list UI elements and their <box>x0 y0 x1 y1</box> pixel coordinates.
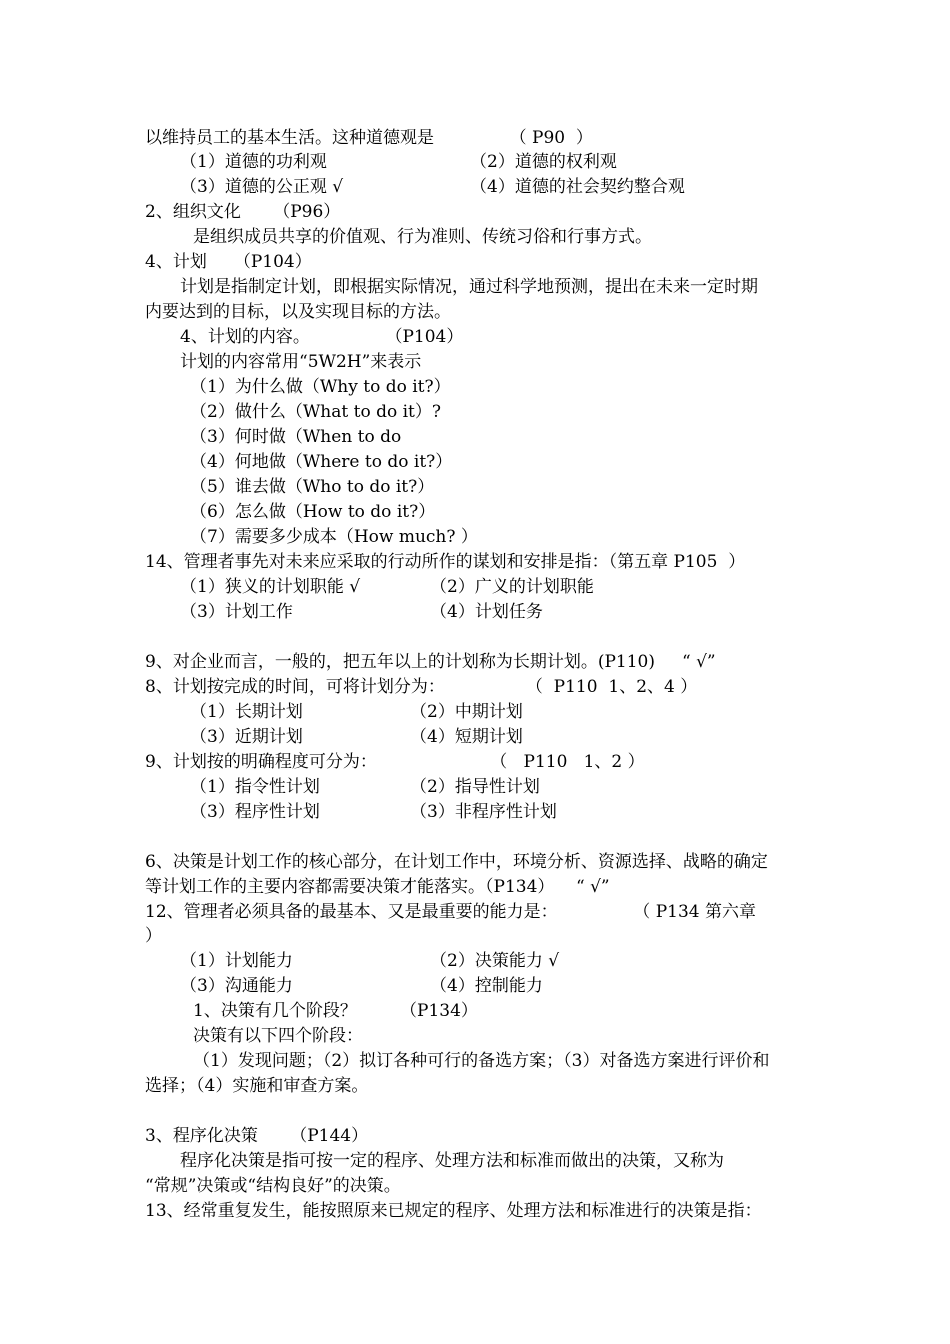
text-line: 以维持员工的基本生活。这种道德观是 （ P90 ） <box>145 128 593 148</box>
option-1: （1）计划能力 <box>180 951 293 971</box>
section-heading: 1、决策有几个阶段？ （P134） <box>193 1001 478 1021</box>
option-4: （4）道德的社会契约整合观 <box>470 177 685 197</box>
list-item: （1）为什么做（Why to do it?） <box>190 377 451 397</box>
text-line: 程序化决策是指可按一定的程序、处理方法和标准而做出的决策，又称为 <box>180 1151 724 1171</box>
option-4: （4）短期计划 <box>410 727 523 747</box>
option-3: （3）近期计划 <box>190 727 303 747</box>
option-1: （1）指令性计划 <box>190 777 320 797</box>
list-item: （5）谁去做（Who to do it?） <box>190 477 435 497</box>
option-2: （2）广义的计划职能 <box>430 577 594 597</box>
option-2: （2）决策能力 √ <box>430 951 560 971</box>
option-3: （3）沟通能力 <box>180 976 293 996</box>
question-line: 8、计划按完成的时间，可将计划分为： （ P110 1、2、4 ） <box>145 677 698 697</box>
question-line: 13、经常重复发生，能按照原来已规定的程序、处理方法和标准进行的决策是指： <box>145 1201 762 1221</box>
text-line: “常规”决策或“结构良好”的决策。 <box>145 1176 401 1196</box>
option-2: （2）道德的权利观 <box>470 152 617 172</box>
option-2: （2）指导性计划 <box>410 777 540 797</box>
option-1: （1）长期计划 <box>190 702 303 722</box>
question-line: 14、管理者事先对未来应采取的行动所作的谋划和安排是指：（第五章 P105 ） <box>145 552 746 572</box>
option-3: （3）程序性计划 <box>190 802 320 822</box>
question-line: 6、决策是计划工作的核心部分，在计划工作中，环境分析、资源选择、战略的确定 <box>145 852 768 872</box>
text-line: ） <box>145 926 162 946</box>
section-heading: 4、计划的内容。 （P104） <box>180 327 464 347</box>
option-2: （2）中期计划 <box>410 702 523 722</box>
question-line: 12、管理者必须具备的最基本、又是最重要的能力是： （ P134 第六章 <box>145 902 756 922</box>
option-1: （1）道德的功利观 <box>180 152 327 172</box>
text-line: 计划是指制定计划，即根据实际情况，通过科学地预测，提出在未来一定时期 <box>180 277 758 297</box>
option-3: （3）计划工作 <box>180 602 293 622</box>
option-4: （4）控制能力 <box>430 976 543 996</box>
section-heading: 3、程序化决策 （P144） <box>145 1126 369 1146</box>
list-item: （7）需要多少成本（How much? ） <box>190 527 478 547</box>
option-4: （4）计划任务 <box>430 602 543 622</box>
text-line: 选择；（4）实施和审查方案。 <box>145 1076 369 1096</box>
list-item: （4）何地做（Where to do it?） <box>190 452 453 472</box>
list-item: （2）做什么（What to do it）? <box>190 402 441 422</box>
text-line: 计划的内容常用“5W2H”来表示 <box>180 352 422 372</box>
text-line: 决策有以下四个阶段： <box>193 1026 363 1046</box>
question-line: 9、对企业而言，一般的，把五年以上的计划称为长期计划。(P110) “ √” <box>145 652 716 672</box>
section-heading: 2、组织文化 （P96） <box>145 202 341 222</box>
text-line: 是组织成员共享的价值观、行为准则、传统习俗和行事方式。 <box>193 227 652 247</box>
option-3: （3）道德的公正观 √ <box>180 177 344 197</box>
text-line: 内要达到的目标，以及实现目标的方法。 <box>145 302 451 322</box>
option-4: （3）非程序性计划 <box>410 802 557 822</box>
text-line: 等计划工作的主要内容都需要决策才能落实。（P134） “ √” <box>145 877 610 897</box>
list-item: （3）何时做（When to do <box>190 427 402 447</box>
section-heading: 4、计划 （P104） <box>145 252 312 272</box>
text-line: （1）发现问题；（2）拟订各种可行的备选方案；（3）对备选方案进行评价和 <box>193 1051 770 1071</box>
list-item: （6）怎么做（How to do it?） <box>190 502 436 522</box>
question-line: 9、计划按的明确程度可分为： （ P110 1、2 ） <box>145 752 645 772</box>
option-1: （1）狭义的计划职能 √ <box>180 577 361 597</box>
